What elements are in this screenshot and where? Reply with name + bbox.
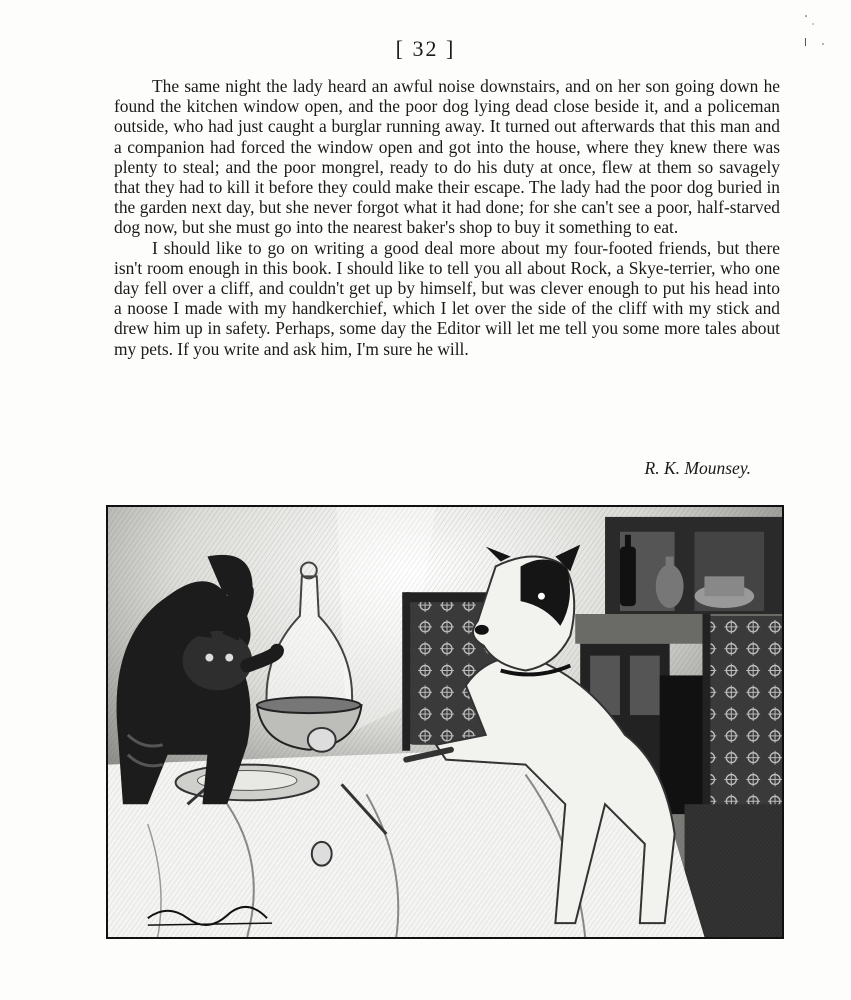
author-signature: R. K. Mounsey. bbox=[644, 458, 751, 478]
paragraph-2: I should like to go on writing a good deal more about my four-footed friends, but there isn't room enough in this book. I should like to tell you all about Rock, a Skye-terrier, who one day fell over a cliff, and couldn't get up by himself, but was clever enough to put his head into a noose I made with my handkerchief, which I let over the side of the cliff with my stick and drew him up in safety. Perhaps, some day the Editor will let me tell you some more tales about my pets. If you write and ask him, I'm sure he will. bbox=[114, 237, 780, 359]
page-number: [ 32 ] bbox=[395, 36, 456, 61]
engraving-picture bbox=[108, 507, 782, 937]
illustration bbox=[106, 505, 784, 939]
paragraph-1: The same night the lady heard an awful noise downstairs, and on her son going down he found the kitchen window open, and the poor dog lying dead close beside it, and a policeman outside, who had just caught a burglar running away. It turned out afterwards that this man and a companion had forced the window open and got into the house, where they knew there was plenty to steal; and the poor mongrel, ready to do his duty at once, flew at them so savagely that they had to kill it before they could make their escape. The lady had the poor dog buried in the garden next day, but she never forgot what it had done; for she can't see a poor, half-starved dog now, but she must go into the nearest baker's shop to buy it something to eat. bbox=[114, 76, 780, 238]
article-body bbox=[114, 76, 780, 359]
